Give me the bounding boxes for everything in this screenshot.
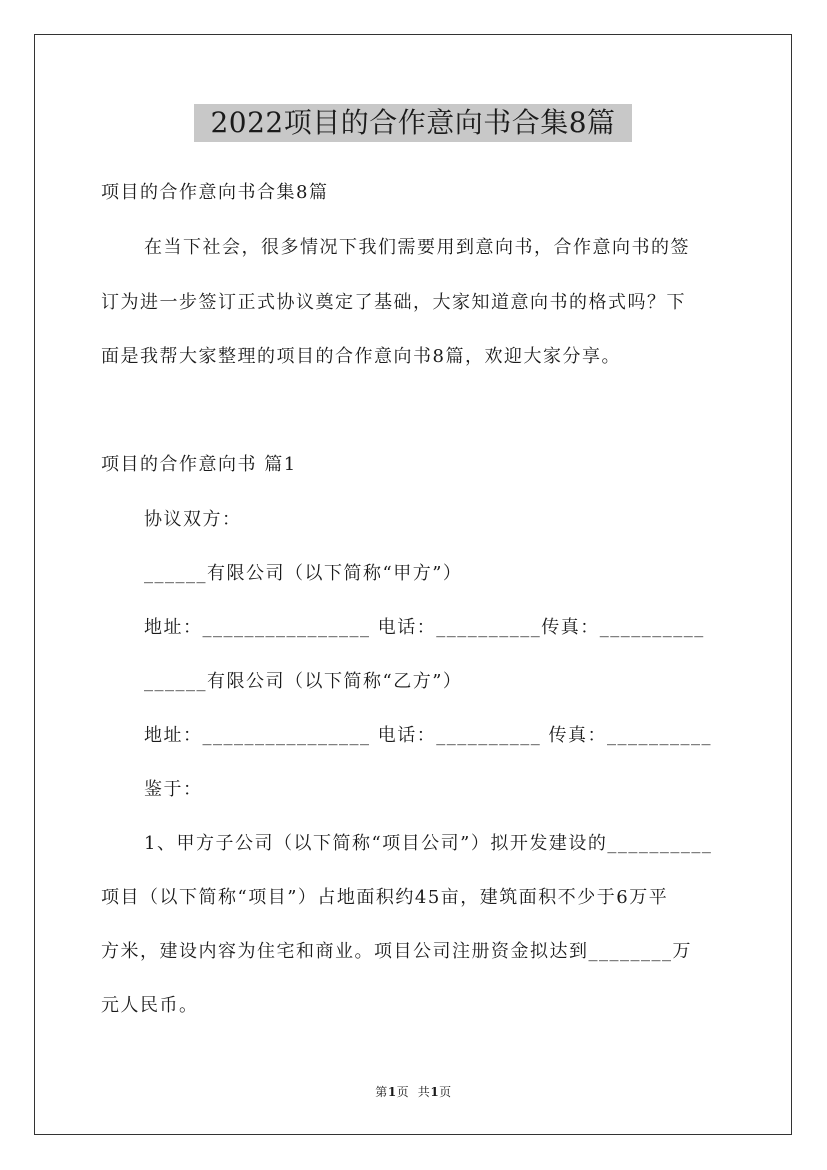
clause1-line-4: 元人民币。 — [101, 995, 199, 1016]
intro-line-2: 订为进一步签订正式协议奠定了基础，大家知道意向书的格式吗？下 — [101, 292, 686, 313]
party-b-line: ______有限公司（以下简称“乙方”） — [144, 671, 463, 692]
subtitle: 项目的合作意向书合集8篇 — [101, 182, 329, 203]
footer-page-total: 1 — [430, 1085, 440, 1099]
page-title: 2022项目的合作意向书合集8篇 — [194, 104, 632, 142]
footer-page-mid: 页 共 — [396, 1085, 431, 1099]
party-a-contact: 地址：________________ 电话：__________传真：__________ — [144, 617, 705, 638]
parties-label: 协议双方： — [144, 509, 242, 530]
footer-page-suffix: 页 — [439, 1085, 452, 1099]
whereas-label: 鉴于： — [144, 779, 203, 800]
page-footer — [0, 1084, 827, 1100]
clause1-line-3: 方米，建设内容为住宅和商业。项目公司注册资金拟达到________万 — [101, 941, 692, 962]
intro-line-1: 在当下社会，很多情况下我们需要用到意向书，合作意向书的签 — [144, 237, 690, 258]
intro-line-3: 面是我帮大家整理的项目的合作意向书8篇，欢迎大家分享。 — [101, 346, 621, 367]
clause1-line-2: 项目（以下简称“项目”）占地面积约45亩，建筑面积不少于6万平 — [101, 887, 669, 908]
footer-page-prefix: 第 — [375, 1085, 388, 1099]
party-b-contact: 地址：________________ 电话：__________ 传真：__________ — [144, 725, 712, 746]
section-heading: 项目的合作意向书 篇1 — [101, 454, 297, 475]
clause1-line-1: 1、甲方子公司（以下简称“项目公司”）拟开发建设的__________ — [144, 833, 713, 854]
party-a-line: ______有限公司（以下简称“甲方”） — [144, 563, 463, 584]
footer-page-number: 1 — [387, 1085, 397, 1099]
